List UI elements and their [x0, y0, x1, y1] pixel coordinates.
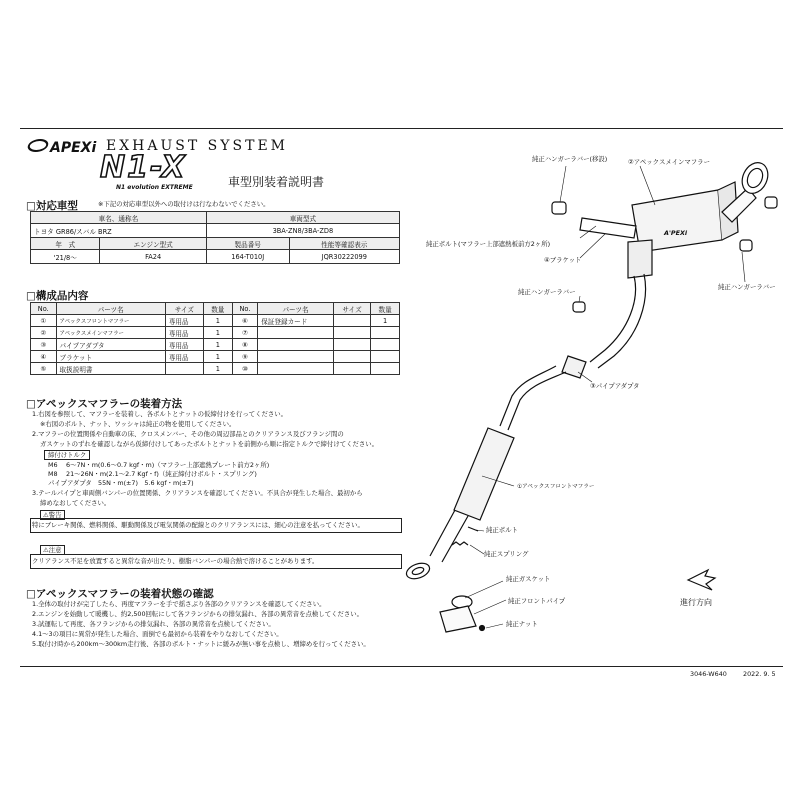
- part-qty: 1: [203, 315, 232, 327]
- col-no: No.: [31, 303, 57, 315]
- col-qty: 数量: [203, 303, 232, 315]
- part-no: ⑤: [31, 363, 57, 375]
- label-hanger-moved: 純正ハンガーラバー(移設): [532, 155, 608, 163]
- pipe-adapter-shape: [562, 356, 586, 378]
- check-step-3: 3.試運転して再度、各フランジからの排気漏れ、各部の異常音を点検してください。: [32, 620, 275, 628]
- part-size: 専用品: [165, 339, 203, 351]
- label-hanger-right: 純正ハンガーラバー: [718, 283, 776, 291]
- col-qty-2: 数量: [371, 303, 400, 315]
- applicable-heading: □対応車型: [26, 200, 78, 212]
- parts-heading: □構成品内容: [26, 290, 89, 302]
- part-no: ⑨: [232, 351, 258, 363]
- label-pipe-adapter: ③パイプアダプタ: [590, 382, 640, 390]
- hanger-rubber-right-bottom: [740, 240, 752, 251]
- torque-label: 締付けトルク: [44, 450, 90, 460]
- product-subtitle: N1 evolution EXTREME: [116, 184, 193, 191]
- lower-flange-shape: [404, 560, 431, 581]
- check-step-5: 5.取付け時から200km～300km走行後、各部のボルト・ナットに緩みが無い事を点検し、増締めを行ってください。: [32, 640, 370, 648]
- torque-m6: M6 6～7N・m(0.6～0.7 kgf・m)（マフラー上部遮熱プレート前方2ヶ所): [48, 461, 270, 469]
- part-no: ①: [31, 315, 57, 327]
- direction-arrow-icon: [688, 570, 715, 590]
- col-size: サイズ: [165, 303, 203, 315]
- caution-text: クリアランス不足を放置すると異常な音が出たり、樹脂バンパーの場合熱で溶けることがあります。: [32, 557, 319, 565]
- engine-value: FA24: [100, 250, 206, 264]
- system-title: EXHAUST SYSTEM: [106, 138, 288, 154]
- bolt-shape: [468, 527, 478, 531]
- check-heading: □アペックスマフラーの装着状態の確認: [26, 588, 214, 600]
- label-main-muffler: ②アペックスメインマフラー: [628, 158, 710, 166]
- part-name: アペックスメインマフラー: [56, 327, 165, 339]
- tail-tip-shape: [737, 158, 772, 197]
- part-no: ⑦: [232, 327, 258, 339]
- bottom-rule: [20, 666, 783, 667]
- part-qty: 1: [371, 315, 400, 327]
- install-step-3-cont: 締めなおしてください。: [40, 499, 111, 507]
- label-gasket: 純正ガスケット: [506, 575, 551, 583]
- part-no-value: 164-T010J: [206, 250, 289, 264]
- col-no-2: No.: [232, 303, 258, 315]
- label-bolt: 純正ボルト: [486, 526, 518, 534]
- part-no: ⑧: [232, 339, 258, 351]
- check-step-1: 1.全体の取付けが完了したら、再度マフラーを手で揺さぶり各部のクリアランスを確認してください。: [32, 600, 326, 608]
- direction-label: 進行方向: [680, 598, 712, 607]
- check-step-2: 2.エンジンを始動して暖機し、約2,500回転にして各フランジからの排気漏れ、各部の異常音を点検してください。: [32, 610, 364, 618]
- part-name: 取扱説明書: [56, 363, 165, 375]
- label-nut: 純正ナット: [506, 620, 538, 628]
- part-name: 保証登録カード: [258, 315, 334, 327]
- label-upper-bolt: 純正ボルト(マフラー上部遮熱板前方2ヶ所): [426, 240, 551, 248]
- col-part-name-2: パーツ名: [258, 303, 334, 315]
- install-step-3: 3.テールパイプと車両側バンパーの位置関係、クリアランスを確認してください。不具合が発生した場合、最初から: [32, 489, 363, 497]
- hanger-rubber-left: [552, 202, 566, 214]
- warning-text: 特にブレーキ関係、燃料関係、駆動関係及び電気関係の配線とのクリアランスには、細心の注意を払ってください。: [32, 521, 364, 529]
- col-part-no: 製品番号: [206, 238, 289, 250]
- hanger-rubber-right-top: [765, 197, 777, 208]
- part-size: 専用品: [165, 315, 203, 327]
- applicable-note: ※下記の対応車型以外への取付けは行なわないでください。: [98, 200, 270, 208]
- install-step-1: 1.右図を参照して、マフラーを装着し、各ボルトとナットの仮締付けを行ってください。: [32, 410, 288, 418]
- part-no: ⑥: [232, 315, 258, 327]
- part-qty: 1: [203, 327, 232, 339]
- label-front-muffler: ①アペックスフロントマフラー: [517, 484, 595, 490]
- part-qty: 1: [203, 351, 232, 363]
- install-heading: □アペックスマフラーの装着方法: [26, 398, 183, 410]
- part-no: ③: [31, 339, 57, 351]
- torque-m8: M8 21～26N・m(2.1～2.7 Kgf・f)（純正締付けボルト・スプリング): [48, 470, 257, 478]
- hanger-rubber-mid: [573, 302, 585, 312]
- install-step-2: 2.マフラーの位置関係や自動車の床、クロスメンバー、その他の周辺部品とのクリアランス及びフランジ間の: [32, 430, 344, 438]
- label-front-pipe: 純正フロントパイプ: [508, 597, 566, 605]
- part-name: パイプアダプタ: [56, 339, 165, 351]
- product-logo: N1-X: [100, 150, 187, 185]
- install-step-2-cont: ガスケットのずれを確認しながら仮締付けしてあったボルトとナットを前側から順に指定トルクで締付けてください。: [40, 440, 379, 448]
- part-no: ④: [31, 351, 57, 363]
- check-step-4: 4.1～3の項目に異常が発生した場合、面倒でも最初から装着をやりなおしてください。: [32, 630, 283, 638]
- part-size: 専用品: [165, 327, 203, 339]
- col-cert: 性能等確認表示: [289, 238, 399, 250]
- col-car-name: 車名、通称名: [31, 212, 207, 224]
- install-step-1-note: ※右図のボルト、ナット、ワッシャは純正の物を使用してください。: [40, 420, 236, 428]
- car-code: 3BA-ZN8/3BA-ZD8: [206, 224, 399, 238]
- part-size: 専用品: [165, 351, 203, 363]
- nut-shape: [480, 626, 485, 631]
- torque-adapter: パイプアダプタ 55N・m(±7) 5.6 kgf・m(±7): [48, 479, 194, 487]
- part-name: アペックスフロントマフラー: [56, 315, 165, 327]
- doc-date: 2022. 9. 5: [743, 670, 776, 678]
- gasket-shape: [452, 596, 472, 608]
- col-part-name: パーツ名: [56, 303, 165, 315]
- part-no: ②: [31, 327, 57, 339]
- front-pipe-shape: [440, 606, 476, 632]
- label-bracket: ④ブラケット: [544, 256, 582, 264]
- caution-label: ⚠注意: [40, 545, 65, 555]
- main-muffler-logo: A'PEXi: [664, 229, 688, 237]
- document-title: 車型別装着説明書: [228, 175, 325, 189]
- part-qty: 1: [203, 363, 232, 375]
- col-size-2: サイズ: [333, 303, 370, 315]
- year-value: '21/8～: [31, 250, 100, 264]
- part-no: ⑩: [232, 363, 258, 375]
- bracket-shape: [580, 218, 636, 238]
- col-car-code: 車両型式: [206, 212, 399, 224]
- spring-shape: [452, 542, 468, 545]
- col-year: 年 式: [31, 238, 100, 250]
- front-muffler-shape: [454, 428, 514, 520]
- car-name: トヨタ GR86/スバル BRZ: [31, 224, 207, 238]
- label-hanger-mid: 純正ハンガーラバー: [518, 288, 576, 296]
- label-spring: 純正スプリング: [484, 550, 529, 558]
- doc-code: 3046-W640: [690, 670, 727, 678]
- center-pipe-shape: [590, 274, 646, 368]
- part-name: ブラケット: [56, 351, 165, 363]
- brand-text: APEXi: [50, 140, 97, 156]
- cert-value: JQR30222099: [289, 250, 399, 264]
- col-engine: エンジン型式: [100, 238, 206, 250]
- part-qty: 1: [203, 339, 232, 351]
- warning-label: ⚠警告: [40, 510, 65, 520]
